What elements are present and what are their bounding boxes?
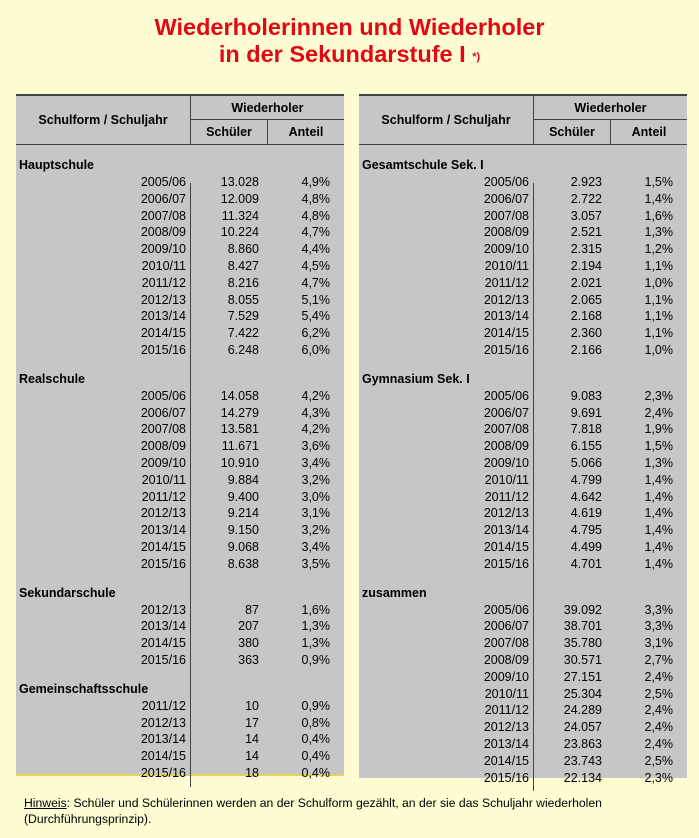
table-row xyxy=(359,191,687,208)
share-cell: 4,7% xyxy=(301,225,330,240)
share-cell: 1,1% xyxy=(644,258,673,273)
share-cell: 0,8% xyxy=(301,715,330,730)
year-cell: 2009/10 xyxy=(483,455,529,470)
count-cell: 87 xyxy=(245,602,259,617)
year-cell: 2015/16 xyxy=(483,342,529,357)
table-header-left xyxy=(16,96,344,145)
year-cell: 2012/13 xyxy=(140,715,186,730)
header-schulform: Schulform / Schuljahr xyxy=(16,96,191,144)
count-cell: 2.021 xyxy=(570,275,602,290)
year-cell: 2014/15 xyxy=(483,753,529,768)
share-cell: 0,4% xyxy=(301,732,330,747)
year-cell: 2015/16 xyxy=(140,342,186,357)
column-divider xyxy=(533,183,534,791)
share-cell: 4,9% xyxy=(301,175,330,189)
section-gymnasium-sek-i xyxy=(359,371,687,573)
table-row xyxy=(359,736,687,753)
count-cell: 22.134 xyxy=(563,770,602,785)
count-cell: 2.194 xyxy=(570,258,602,273)
table-row xyxy=(359,174,687,191)
count-cell: 6.248 xyxy=(227,342,259,357)
count-cell: 2.065 xyxy=(570,292,602,307)
column-divider xyxy=(190,183,191,787)
share-cell: 2,7% xyxy=(644,652,673,667)
count-cell: 9.083 xyxy=(570,388,602,403)
share-cell: 1,4% xyxy=(644,523,673,538)
year-cell: 2014/15 xyxy=(140,539,186,554)
year-cell: 2007/08 xyxy=(483,208,529,223)
count-cell: 8.055 xyxy=(227,292,259,307)
count-cell: 12.009 xyxy=(220,191,259,206)
count-cell: 9.400 xyxy=(227,489,259,504)
share-cell: 3,5% xyxy=(301,556,330,571)
count-cell: 3.057 xyxy=(570,208,602,223)
share-cell: 1,4% xyxy=(644,506,673,521)
table-row xyxy=(16,325,344,342)
share-cell: 3,6% xyxy=(301,439,330,454)
header-anteil: Anteil xyxy=(631,125,667,139)
share-cell: 1,6% xyxy=(644,208,673,223)
count-cell: 7.529 xyxy=(227,309,259,324)
title-line-2-text: in der Sekundarstufe I xyxy=(218,41,466,67)
header-wiederholer: Wiederholer xyxy=(191,96,344,120)
share-cell: 1,4% xyxy=(644,556,673,571)
table-row xyxy=(359,388,687,405)
year-cell: 2006/07 xyxy=(483,191,529,206)
count-cell: 4.499 xyxy=(570,539,602,554)
table-row xyxy=(359,308,687,325)
table-row xyxy=(359,635,687,652)
table-row xyxy=(16,191,344,208)
count-cell: 2.923 xyxy=(570,175,602,189)
table-row xyxy=(16,174,344,191)
count-cell: 35.780 xyxy=(563,636,602,651)
share-cell: 0,9% xyxy=(301,698,330,713)
count-cell: 2.315 xyxy=(570,242,602,257)
count-cell: 18 xyxy=(245,765,259,780)
table-row xyxy=(16,489,344,506)
table-row xyxy=(16,342,344,359)
share-cell: 1,5% xyxy=(644,175,673,189)
table-row xyxy=(359,618,687,635)
count-cell: 5.066 xyxy=(570,455,602,470)
table-row xyxy=(359,342,687,359)
year-cell: 2010/11 xyxy=(141,472,186,487)
year-cell: 2012/13 xyxy=(140,602,186,617)
section-title: Gesamtschule Sek. I xyxy=(362,158,484,172)
count-cell: 11.671 xyxy=(221,439,259,454)
title-line-2 xyxy=(0,41,699,68)
year-cell: 2012/13 xyxy=(140,506,186,521)
share-cell: 4,5% xyxy=(301,258,330,273)
table-row xyxy=(359,702,687,719)
share-cell: 1,3% xyxy=(644,455,673,470)
year-cell: 2008/09 xyxy=(140,225,186,240)
section-gesamtschule-sek-i xyxy=(359,157,687,359)
table-row xyxy=(16,731,344,748)
count-cell: 6.155 xyxy=(570,439,602,454)
share-cell: 1,3% xyxy=(644,225,673,240)
count-cell: 9.068 xyxy=(227,539,259,554)
count-cell: 9.884 xyxy=(227,472,259,487)
count-cell: 4.642 xyxy=(570,489,602,504)
year-cell: 2015/16 xyxy=(140,765,186,780)
count-cell: 2.168 xyxy=(570,309,602,324)
footnote xyxy=(24,795,684,827)
share-cell: 3,1% xyxy=(644,636,673,651)
header-schueler: Schüler xyxy=(534,120,611,144)
count-cell: 8.427 xyxy=(227,258,259,273)
header-schueler: Schüler xyxy=(191,120,268,144)
table-row xyxy=(359,556,687,573)
year-cell: 2007/08 xyxy=(140,422,186,437)
share-cell: 1,1% xyxy=(644,326,673,341)
year-cell: 2006/07 xyxy=(140,191,186,206)
table-row xyxy=(16,292,344,309)
note-label: Hinweis xyxy=(24,796,67,810)
count-cell: 8.216 xyxy=(227,275,259,290)
year-cell: 2009/10 xyxy=(483,669,529,684)
share-cell: 4,8% xyxy=(301,191,330,206)
year-cell: 2011/12 xyxy=(484,489,529,504)
header-wiederholer: Wiederholer xyxy=(534,96,687,120)
table-row xyxy=(359,325,687,342)
count-cell: 363 xyxy=(238,652,259,667)
share-cell: 3,3% xyxy=(644,602,673,617)
table-row xyxy=(359,258,687,275)
share-cell: 1,5% xyxy=(644,439,673,454)
share-cell: 1,4% xyxy=(644,191,673,206)
year-cell: 2015/16 xyxy=(483,556,529,571)
table-row xyxy=(359,522,687,539)
section-title: Hauptschule xyxy=(19,158,95,172)
year-cell: 2007/08 xyxy=(140,208,186,223)
table-row xyxy=(16,224,344,241)
year-cell: 2010/11 xyxy=(484,472,529,487)
share-cell: 4,4% xyxy=(301,242,330,257)
year-cell: 2010/11 xyxy=(484,258,529,273)
count-cell: 2.521 xyxy=(570,225,602,240)
count-cell: 24.057 xyxy=(563,720,602,735)
table-row xyxy=(359,539,687,556)
table-row xyxy=(359,686,687,703)
year-cell: 2006/07 xyxy=(140,405,186,420)
year-cell: 2015/16 xyxy=(483,770,529,785)
share-cell: 5,1% xyxy=(301,292,330,307)
title-line-1: Wiederholerinnen und Wiederholer xyxy=(154,14,545,40)
count-cell: 2.722 xyxy=(570,191,602,206)
share-cell: 2,4% xyxy=(644,669,673,684)
count-cell: 17 xyxy=(245,715,259,730)
table-row xyxy=(16,698,344,715)
note-text: : Schüler und Schülerinnen werden an der Schulform gezählt, an der sie das Schuljahr wiederholen (Durchführungsprinzip). xyxy=(24,796,602,826)
year-cell: 2011/12 xyxy=(484,275,529,290)
count-cell: 38.701 xyxy=(563,619,602,634)
table-row xyxy=(359,652,687,669)
year-cell: 2011/12 xyxy=(141,275,186,290)
table-row xyxy=(359,719,687,736)
share-cell: 1,6% xyxy=(301,602,330,617)
year-cell: 2013/14 xyxy=(483,523,529,538)
count-cell: 25.304 xyxy=(563,686,602,701)
count-cell: 13.028 xyxy=(220,175,259,189)
header-anteil: Anteil xyxy=(288,125,324,139)
year-cell: 2014/15 xyxy=(140,636,186,651)
table-row xyxy=(359,292,687,309)
table-row xyxy=(16,241,344,258)
share-cell: 3,0% xyxy=(301,489,330,504)
count-cell: 24.289 xyxy=(563,703,602,718)
table-row xyxy=(359,472,687,489)
table-row xyxy=(16,715,344,732)
count-cell: 10.224 xyxy=(220,225,259,240)
share-cell: 2,3% xyxy=(644,770,673,785)
table-row xyxy=(359,275,687,292)
count-cell: 10 xyxy=(245,698,259,713)
count-cell: 14 xyxy=(245,749,259,764)
year-cell: 2008/09 xyxy=(483,439,529,454)
table-row xyxy=(16,539,344,556)
section-title: Gemeinschaftsschule xyxy=(19,681,149,696)
year-cell: 2013/14 xyxy=(140,619,186,634)
year-cell: 2014/15 xyxy=(483,539,529,554)
year-cell: 2007/08 xyxy=(483,422,529,437)
table-row xyxy=(359,224,687,241)
count-cell: 9.214 xyxy=(227,506,259,521)
count-cell: 11.324 xyxy=(221,208,259,223)
count-cell: 8.860 xyxy=(227,242,259,257)
year-cell: 2015/16 xyxy=(140,556,186,571)
year-cell: 2009/10 xyxy=(483,242,529,257)
share-cell: 2,4% xyxy=(644,736,673,751)
section-zusammen xyxy=(359,585,687,787)
year-cell: 2013/14 xyxy=(483,736,529,751)
count-cell: 207 xyxy=(238,619,259,634)
share-cell: 1,4% xyxy=(644,489,673,504)
section-title: Realschule xyxy=(19,371,86,386)
year-cell: 2010/11 xyxy=(484,686,529,701)
share-cell: 3,2% xyxy=(301,523,330,538)
share-cell: 1,0% xyxy=(644,275,673,290)
share-cell: 4,8% xyxy=(301,208,330,223)
share-cell: 1,2% xyxy=(644,242,673,257)
share-cell: 0,4% xyxy=(301,765,330,780)
table-row xyxy=(16,455,344,472)
table-row xyxy=(16,421,344,438)
share-cell: 3,4% xyxy=(301,539,330,554)
table-row xyxy=(359,241,687,258)
share-cell: 2,5% xyxy=(644,686,673,701)
share-cell: 2,5% xyxy=(644,753,673,768)
table-row xyxy=(16,602,344,619)
share-cell: 4,2% xyxy=(301,388,330,403)
year-cell: 2008/09 xyxy=(483,652,529,667)
table-row xyxy=(359,770,687,787)
year-cell: 2011/12 xyxy=(141,489,186,504)
year-cell: 2005/06 xyxy=(483,602,529,617)
table-row xyxy=(359,505,687,522)
count-cell: 30.571 xyxy=(563,652,602,667)
year-cell: 2007/08 xyxy=(483,636,529,651)
year-cell: 2006/07 xyxy=(483,619,529,634)
page-title xyxy=(0,14,699,68)
count-cell: 13.581 xyxy=(220,422,259,437)
share-cell: 3,1% xyxy=(301,506,330,521)
share-cell: 4,7% xyxy=(301,275,330,290)
share-cell: 3,3% xyxy=(644,619,673,634)
count-cell: 9.150 xyxy=(227,523,259,538)
count-cell: 23.863 xyxy=(563,736,602,751)
count-cell: 23.743 xyxy=(563,753,602,768)
share-cell: 1,1% xyxy=(644,292,673,307)
count-cell: 2.360 xyxy=(570,326,602,341)
share-cell: 4,3% xyxy=(301,405,330,420)
table-row xyxy=(16,405,344,422)
section-title: Gymnasium Sek. I xyxy=(362,371,470,386)
count-cell: 8.638 xyxy=(227,556,259,571)
count-cell: 7.422 xyxy=(227,326,259,341)
section-title: Sekundarschule xyxy=(19,585,116,600)
share-cell: 3,4% xyxy=(301,455,330,470)
year-cell: 2013/14 xyxy=(140,732,186,747)
year-cell: 2012/13 xyxy=(483,506,529,521)
year-cell: 2011/12 xyxy=(484,703,529,718)
year-cell: 2012/13 xyxy=(483,292,529,307)
table-row xyxy=(16,556,344,573)
share-cell: 0,4% xyxy=(301,749,330,764)
table-row xyxy=(16,765,344,782)
table-row xyxy=(16,522,344,539)
count-cell: 9.691 xyxy=(570,405,602,420)
year-cell: 2009/10 xyxy=(140,455,186,470)
table-row xyxy=(359,405,687,422)
table-row xyxy=(16,748,344,765)
year-cell: 2008/09 xyxy=(140,439,186,454)
year-cell: 2012/13 xyxy=(140,292,186,307)
count-cell: 4.619 xyxy=(570,506,602,521)
year-cell: 2013/14 xyxy=(483,309,529,324)
share-cell: 6,0% xyxy=(301,342,330,357)
count-cell: 2.166 xyxy=(570,342,602,357)
share-cell: 4,2% xyxy=(301,422,330,437)
count-cell: 27.151 xyxy=(563,669,602,684)
share-cell: 3,2% xyxy=(301,472,330,487)
table-body-right xyxy=(359,157,687,786)
table-row xyxy=(359,753,687,770)
year-cell: 2005/06 xyxy=(483,388,529,403)
table-row xyxy=(16,388,344,405)
table-row xyxy=(359,489,687,506)
count-cell: 380 xyxy=(238,636,259,651)
table-row xyxy=(359,208,687,225)
share-cell: 1,3% xyxy=(301,619,330,634)
share-cell: 6,2% xyxy=(301,326,330,341)
footnote-mark: *) xyxy=(472,51,481,63)
share-cell: 1,3% xyxy=(301,636,330,651)
year-cell: 2013/14 xyxy=(140,523,186,538)
count-cell: 7.818 xyxy=(570,422,602,437)
table-row xyxy=(16,275,344,292)
table-row xyxy=(16,635,344,652)
year-cell: 2015/16 xyxy=(140,652,186,667)
share-cell: 2,4% xyxy=(644,405,673,420)
share-cell: 1,9% xyxy=(644,422,673,437)
table-left xyxy=(16,94,344,780)
year-cell: 2009/10 xyxy=(140,242,186,257)
section-sekundarschule xyxy=(16,585,344,669)
section-hauptschule xyxy=(16,157,344,359)
year-cell: 2014/15 xyxy=(140,749,186,764)
share-cell: 0,9% xyxy=(301,652,330,667)
share-cell: 2,3% xyxy=(644,388,673,403)
table-row xyxy=(16,438,344,455)
share-cell: 2,4% xyxy=(644,720,673,735)
year-cell: 2008/09 xyxy=(483,225,529,240)
share-cell: 1,4% xyxy=(644,472,673,487)
table-row xyxy=(16,258,344,275)
section-realschule xyxy=(16,371,344,573)
count-cell: 10.910 xyxy=(220,455,259,470)
table-row xyxy=(359,455,687,472)
table-row xyxy=(359,438,687,455)
section-title: zusammen xyxy=(362,585,427,600)
table-right xyxy=(359,94,687,785)
share-cell: 2,4% xyxy=(644,703,673,718)
table-row xyxy=(16,208,344,225)
share-cell: 1,1% xyxy=(644,309,673,324)
table-body-left xyxy=(16,157,344,782)
table-header-right xyxy=(359,96,687,145)
count-cell: 4.799 xyxy=(570,472,602,487)
table-row xyxy=(16,472,344,489)
count-cell: 14.279 xyxy=(220,405,259,420)
table-row xyxy=(16,308,344,325)
table-row xyxy=(359,421,687,438)
header-schulform: Schulform / Schuljahr xyxy=(359,96,534,144)
year-cell: 2005/06 xyxy=(140,175,186,189)
year-cell: 2006/07 xyxy=(483,405,529,420)
year-cell: 2011/12 xyxy=(141,698,186,713)
year-cell: 2010/11 xyxy=(141,258,186,273)
section-gemeinschaftsschule xyxy=(16,681,344,782)
year-cell: 2005/06 xyxy=(483,175,529,189)
year-cell: 2013/14 xyxy=(140,309,186,324)
year-cell: 2012/13 xyxy=(483,720,529,735)
table-row xyxy=(16,505,344,522)
year-cell: 2014/15 xyxy=(140,326,186,341)
share-cell: 1,4% xyxy=(644,539,673,554)
year-cell: 2005/06 xyxy=(140,388,186,403)
share-cell: 1,0% xyxy=(644,342,673,357)
count-cell: 14.058 xyxy=(220,388,259,403)
table-row xyxy=(16,652,344,669)
share-cell: 5,4% xyxy=(301,309,330,324)
table-row xyxy=(16,618,344,635)
count-cell: 4.795 xyxy=(570,523,602,538)
count-cell: 39.092 xyxy=(563,602,602,617)
count-cell: 4.701 xyxy=(570,556,602,571)
table-row xyxy=(359,602,687,619)
table-row xyxy=(359,669,687,686)
year-cell: 2014/15 xyxy=(483,326,529,341)
count-cell: 14 xyxy=(245,732,259,747)
